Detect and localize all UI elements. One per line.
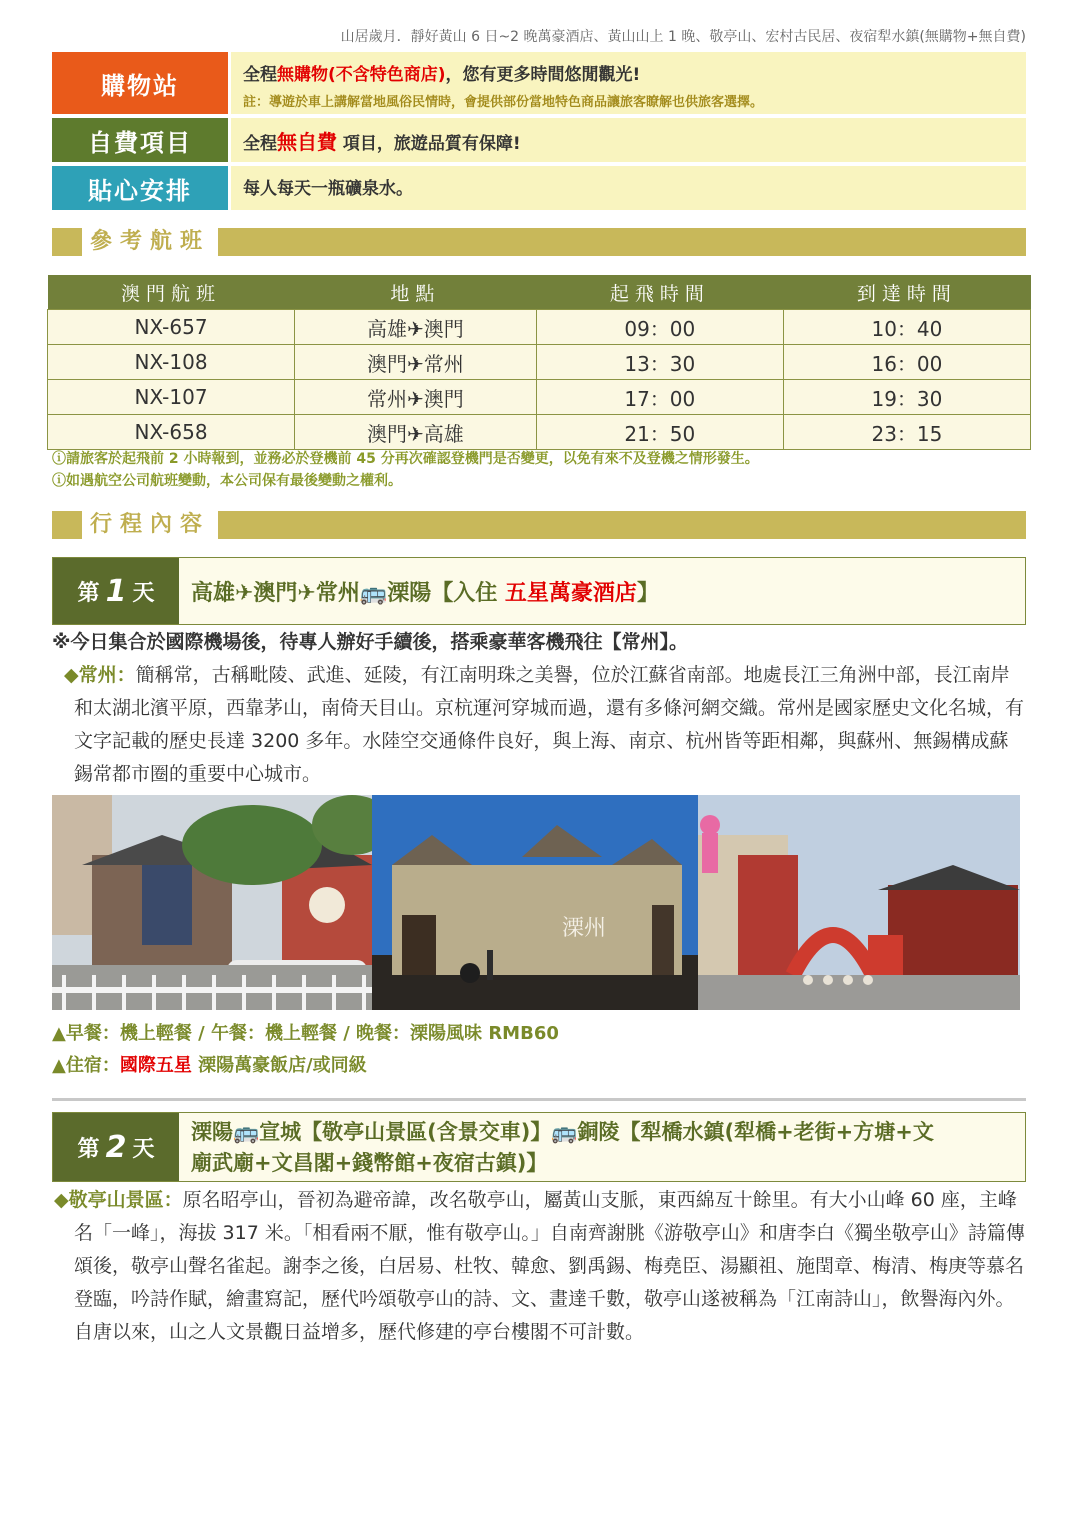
- day1-stay-post: 溧陽萬豪飯店/或同級: [191, 1055, 367, 1076]
- day1-post: 天: [132, 580, 155, 606]
- day2-label: [53, 1113, 179, 1181]
- shopping-text: [231, 52, 1026, 114]
- flight-note: ⓘ如遇航空公司航班變動，本公司保有最後變動之權利。: [52, 473, 402, 489]
- table-row: [48, 345, 1031, 380]
- day2-text: [52, 1184, 1026, 1349]
- care-label: 貼心安排: [52, 166, 228, 210]
- day2-title-line2: 廟武廟+文昌閣+錢幣館+夜宿古鎮)】: [191, 1151, 548, 1175]
- flights-table: [47, 275, 1031, 450]
- flight-route: 澳門✈常州: [295, 345, 537, 380]
- flight-depart: 21：50: [536, 415, 783, 450]
- flight-arrive: 16：00: [783, 345, 1030, 380]
- photo-changzhou-street: [52, 795, 372, 1010]
- photo-old-wall: [372, 795, 698, 1010]
- shopping-row: [52, 52, 1026, 114]
- optional-pre: 全程: [243, 134, 277, 154]
- day1-desc: 簡稱常，古稱毗陵、武進、延陵，有江南明珠之美譽，位於江蘇省南部。地處長江三角洲中部，長江南岸和太湖北濱平原，西靠茅山，南倚天目山。京杭運河穿城而過，還有多條河網交織。常州是國家歷史文化名城，有文字記載的歷史長達 3200 多年。水陸空交通條件良好，與上海、南京、杭州皆等距相鄰，與蘇州、無錫構成蘇錫常都市圈的重要中心城市。: [74, 664, 1025, 785]
- shopping-pre: 全程: [243, 65, 277, 85]
- day1-label: [53, 558, 179, 624]
- day1-stay-pre: ▲住宿：: [52, 1055, 120, 1076]
- flight-route: 高雄✈澳門: [295, 310, 537, 345]
- flight-number: NX-658: [48, 415, 295, 450]
- flights-header-cell: 澳門航班: [48, 275, 295, 310]
- shopping-label: 購物站: [52, 52, 228, 114]
- shopping-highlight: 無購物(不含特色商店): [277, 65, 446, 85]
- day1-title-main: 高雄✈澳門✈常州🚌溧陽【入住: [191, 581, 505, 606]
- flights-header-row: [48, 275, 1031, 310]
- flights-header-cell: 地點: [295, 275, 537, 310]
- flights-header-cell: 到達時間: [783, 275, 1030, 310]
- section-itinerary-title: 行程內容: [82, 511, 218, 539]
- optional-label: 自費項目: [52, 118, 228, 162]
- day1-num: 1: [105, 573, 127, 609]
- care-text: 每人每天一瓶礦泉水。: [231, 166, 1026, 210]
- table-row: [48, 415, 1031, 450]
- section-flights: [52, 228, 1026, 256]
- day1-stay: [52, 1050, 559, 1082]
- day1-title-end: 】: [636, 581, 659, 606]
- day2-title: [191, 1117, 1015, 1179]
- optional-highlight: 無自費: [277, 130, 337, 154]
- day2-lead: ◆敬亭山景區：: [54, 1189, 183, 1211]
- flight-route: 常州✈澳門: [295, 380, 537, 415]
- flight-depart: 17：00: [536, 380, 783, 415]
- photo-liyang-street: [698, 795, 1020, 1010]
- day1-title: [191, 576, 1015, 607]
- day1-text: [52, 626, 1026, 791]
- day2-post: 天: [132, 1136, 155, 1162]
- flight-arrive: 10：40: [783, 310, 1030, 345]
- flight-notes: [52, 448, 759, 492]
- flight-number: NX-107: [48, 380, 295, 415]
- day1-lead: ◆常州：: [64, 664, 136, 686]
- optional-text: [231, 118, 1026, 162]
- flights-header-cell: 起飛時間: [536, 275, 783, 310]
- page-header: 山居歲月．靜好黃山 6 日~2 晚萬豪酒店、黃山山上 1 晚、敬亭山、宏村古民居、夜宿犁水鎮(無購物+無自費): [340, 29, 1026, 45]
- day1-header: [52, 557, 1026, 625]
- section-flights-title: 參考航班: [82, 228, 218, 256]
- flight-note: ⓘ請旅客於起飛前 2 小時報到，並務必於登機前 45 分再次確認登機門是否變更，以免有來不及登機之情形發生。: [52, 451, 759, 467]
- flight-depart: 13：30: [536, 345, 783, 380]
- table-row: [48, 380, 1031, 415]
- flight-arrive: 23：15: [783, 415, 1030, 450]
- day1-stay-highlight: 國際五星: [119, 1055, 192, 1076]
- day1-meals-stay: [52, 1018, 559, 1082]
- photo-wall-text: 溧州: [562, 916, 607, 941]
- flight-arrive: 19：30: [783, 380, 1030, 415]
- day2-num: 2: [105, 1129, 127, 1165]
- shopping-post: ，您有更多時間悠閒觀光!: [445, 65, 641, 85]
- day1-intro: ※今日集合於國際機場後，待專人辦好手續後，搭乘豪華客機飛往【常州】。: [52, 631, 688, 653]
- flight-number: NX-108: [48, 345, 295, 380]
- care-row: [52, 166, 1026, 210]
- shopping-note: 註：導遊於車上講解當地風俗民情時，會提供部份當地特色商品讓旅客瞭解也供旅客選擇。: [243, 95, 764, 110]
- optional-post: 項目，旅遊品質有保障!: [337, 134, 521, 154]
- day2-pre: 第: [77, 1136, 100, 1162]
- day1-title-highlight: 五星萬豪酒店: [504, 581, 637, 606]
- flight-number: NX-657: [48, 310, 295, 345]
- day1-desc-block: [52, 659, 1026, 791]
- section-itinerary: [52, 511, 1026, 539]
- day1-meals: ▲早餐：機上輕餐 / 午餐：機上輕餐 / 晚餐：溧陽風味 RMB60: [52, 1023, 559, 1044]
- flight-route: 澳門✈高雄: [295, 415, 537, 450]
- day2-title-line1: 溧陽🚌宣城【敬亭山景區(含景交車)】🚌銅陵【犁橋水鎮(犁橋+老街+方塘+文: [191, 1120, 934, 1144]
- table-row: [48, 310, 1031, 345]
- day1-pre: 第: [77, 580, 100, 606]
- day-divider: [52, 1098, 1026, 1101]
- flight-depart: 09：00: [536, 310, 783, 345]
- day2-desc: 原名昭亭山，晉初為避帝諱，改名敬亭山，屬黃山支脈，東西綿亙十餘里。有大小山峰 60 座，主峰名「一峰」，海拔 317 米。「相看兩不厭，惟有敬亭山。」自南齊謝朓《游敬亭山》和唐李白《獨坐敬亭山》詩篇傳頌後，敬亭山聲名雀起。謝李之後，白居易、杜牧、韓愈、劉禹錫、梅堯臣、湯顯祖、施閏章、梅清、梅庚等慕名登臨，吟詩作賦，繪畫寫記，歷代吟頌敬亭山的詩、文、畫達千數，敬亭山遂被稱為「江南詩山」，飲譽海內外。自唐以來，山之人文景觀日益增多，歷代修建的亭台樓閣不可計數。: [74, 1189, 1025, 1343]
- day2-header: [52, 1112, 1026, 1182]
- optional-row: [52, 118, 1026, 162]
